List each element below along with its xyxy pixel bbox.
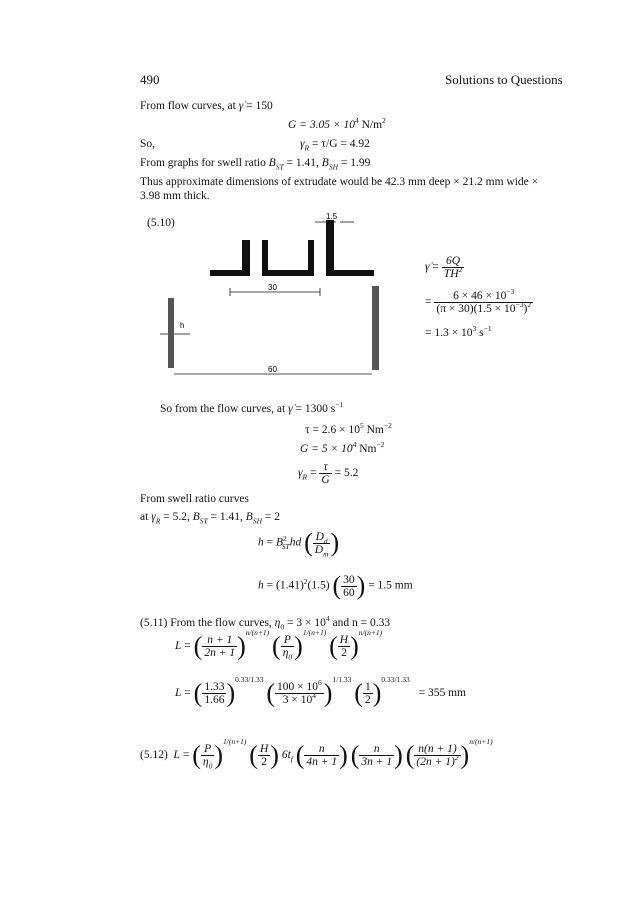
tau-equation: $\tau = 2.6 \times 10^5$ $Nm^{-2}$ [305, 421, 392, 436]
question-5-12-formula: (5.12) L = ( $\frac{P}{\eta_0}$ )$^{1/(n+1)}$ ( $\frac{H}{2}$ ) $6t_f$ ( $\frac{n}{4n + 1}$ ) ( $\frac{n}{3n + 1}$ ) ( $\frac{n(n + 1)}{(2n + 1)^2}$ )$^{n/(n+1)}$ [140, 737, 493, 771]
page-number: 490 [140, 72, 160, 87]
dim-30-label: 30 [268, 283, 277, 292]
h-formula: $h = B^2_{ST}hd$ ( $\frac{D_d}{D_m}$ ) [258, 528, 340, 558]
right-wall-hatch [372, 286, 379, 370]
question-5-11-intro: (5.11) From the flow curves, $\eta_0 = 3 \times 10^4$ and n = 0.33 [140, 614, 391, 632]
question-5-10-label: (5.10) [147, 217, 175, 229]
shear-rate-result: = $1.3 \times 10^3$ $s^{-1}$ [425, 324, 492, 339]
flow-curves-line: From flow curves, at γ̇ = 150 [140, 100, 273, 112]
shear-rate-formula: γ̇ = $\frac{6Q}{TH^2}$ [425, 255, 463, 280]
G-5e4-equation: $G = 5 \times 10^4$ $Nm^{-2}$ [300, 440, 385, 455]
dimensions-line-1: Thus approximate dimensions of extrudate would be 42.3 mm deep × 21.2 mm wide × [140, 176, 539, 188]
L-general-formula: L = ( $\frac{n + 1}{2n + 1}$ )$^{n/(n+1)}$ ( $\frac{P}{\eta_0}$ )$^{1/(n+1)}$ ( $\frac{H}{2}$ )$^{n/(n+1)}$ [175, 628, 383, 662]
G-equation: $G = 3.05 \times 10^4$ $N/m^2$ [288, 116, 386, 131]
h-label: h [180, 321, 185, 330]
h-calculation: $h = (1.41)^2(1.5)$ ( $\frac{30}{60}$ ) = 1.5 mm [258, 571, 413, 600]
gammaR-equation: $\gamma_R = \tau/G = 4.92$ [300, 138, 370, 153]
die-drawing [210, 220, 374, 276]
dim-60-label: 60 [268, 365, 277, 374]
L-numeric-formula: L = ( $\frac{1.33}{1.66}$ )$^{0.33/1.33}$ ( $\frac{100 \times 10^6}{3 \times 10^4}$ )$^{1/1.33}$ ( $\frac{1}{2}$ )$^{0.33/1.33}$ = 355 mm [175, 675, 466, 708]
dimensions-line-2: 3.98 mm thick. [140, 190, 210, 202]
left-wall-hatch [160, 298, 190, 368]
running-title: Solutions to Questions [445, 72, 563, 87]
swell-ratio-curves: From swell ratio curves [140, 493, 249, 505]
die-cross-section-figure [140, 210, 400, 380]
shear-rate-calc: = $\frac{6 \times 46 \times 10^{-3}}{(\pi \times 30)(1.5 \times 10^{-3})^2}$ [425, 287, 532, 315]
thickness-label: 1.5 [326, 212, 338, 221]
so-label: So, [140, 138, 156, 150]
flow-curves-1300: So from the flow curves, at γ̇ = 1300 $s^{-1}$ [160, 400, 344, 415]
swell-ratio-line: From graphs for swell ratio $B_{ST} = 1.41$, $B_{SH} = 1.99$ [140, 157, 371, 172]
swell-ratio-at-line: at $\gamma_R = 5.2$, $B_{ST} = 1.41$, $B_{SH} = 2$ [140, 511, 280, 526]
gammaR-5-2: $\gamma_R$ = $\frac{\tau}{G}$ = 5.2 [298, 461, 359, 486]
